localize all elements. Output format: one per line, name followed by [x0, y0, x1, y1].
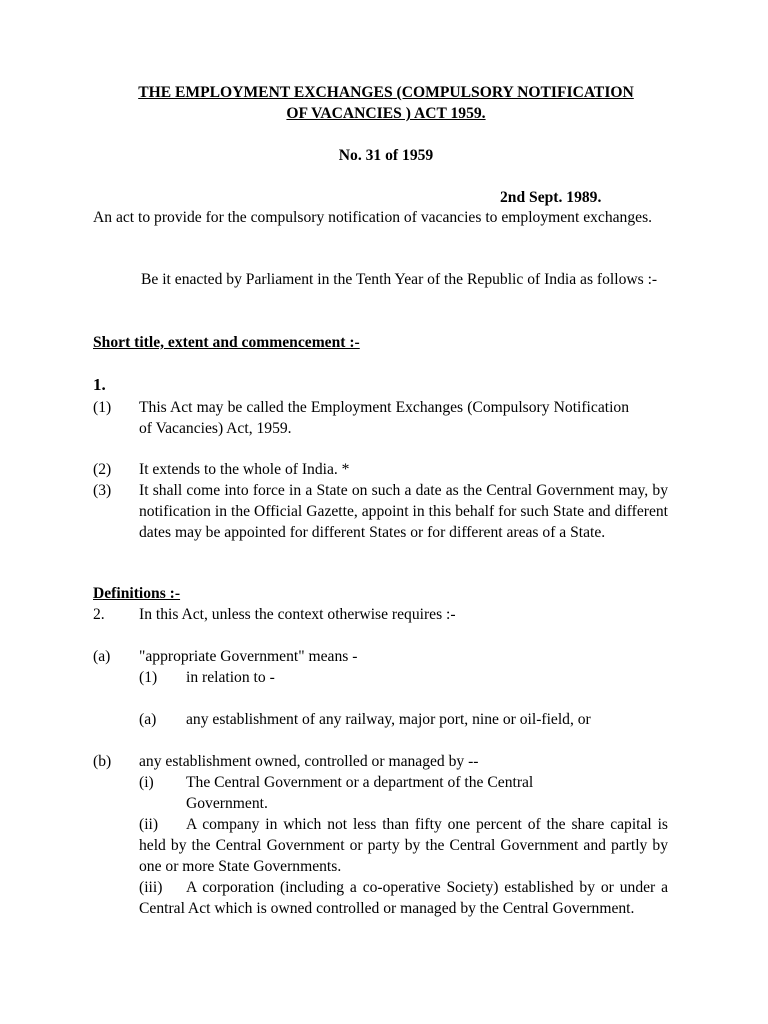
clause-text: "appropriate Government" means - [139, 648, 358, 665]
section-2-heading: Definitions :- [93, 585, 181, 602]
clause-label: (b) [93, 753, 112, 770]
clause-label: (a) [93, 648, 111, 665]
clause-text: This Act may be called the Employment Exchanges (Compulsory Notification of Vacancies) Act, 1959. [139, 399, 629, 437]
clause-label: (2) [93, 461, 112, 478]
clause-text: any establishment owned, controlled or managed by -- [139, 753, 479, 770]
section-2-number: 2. [93, 606, 105, 623]
subclause-text: A corporation (including a co-operative Society) established by or under a Central Act which is owned controlled or managed by the Central Government. [139, 879, 668, 917]
subclause-item-iii [139, 877, 668, 919]
clause-label: (3) [93, 482, 112, 499]
title-line-2: OF VACANCIES ) ACT 1959. [286, 105, 486, 122]
section-1-number: 1. [93, 375, 106, 394]
subclause-text: any establishment of any railway, major port, nine or oil-field, or [186, 711, 591, 728]
preamble: An act to provide for the compulsory notification of vacancies to employment exchanges. [93, 209, 653, 226]
subclause-label: (1) [139, 669, 158, 686]
subclause-text: A company in which not less than fifty one percent of the share capital is held by the Central Government or party by the Central Government and partly by one or more State Governments. [139, 816, 668, 875]
subclause-label: (iii) [139, 879, 163, 896]
subclause-text: The Central Government or a department of the Central [186, 774, 534, 791]
act-date: 2nd Sept. 1989. [500, 189, 602, 206]
section-2-intro: In this Act, unless the context otherwise requires :- [139, 606, 456, 623]
subclause-label: (ii) [139, 816, 159, 833]
subclause-label: (a) [139, 711, 157, 728]
subclause-text-continued: Government. [186, 795, 268, 812]
subclause-text: in relation to - [186, 669, 275, 686]
subclause-label: (i) [139, 774, 154, 791]
subclause-item-ii [139, 814, 668, 877]
title-line-1: THE EMPLOYMENT EXCHANGES (COMPULSORY NOTIFICATION [138, 84, 634, 101]
clause-text: It shall come into force in a State on such a date as the Central Government may, by notification in the Official Gazette, appoint in this behalf for such State and different dates may be appointed for different States or for different areas of a State. [139, 482, 668, 541]
enacting-clause: Be it enacted by Parliament in the Tenth Year of the Republic of India as follows :- [141, 271, 658, 288]
section-1-heading: Short title, extent and commencement :- [93, 334, 360, 351]
act-number: No. 31 of 1959 [338, 147, 434, 164]
clause-text: It extends to the whole of India. * [139, 461, 350, 478]
clause-label: (1) [93, 399, 112, 416]
